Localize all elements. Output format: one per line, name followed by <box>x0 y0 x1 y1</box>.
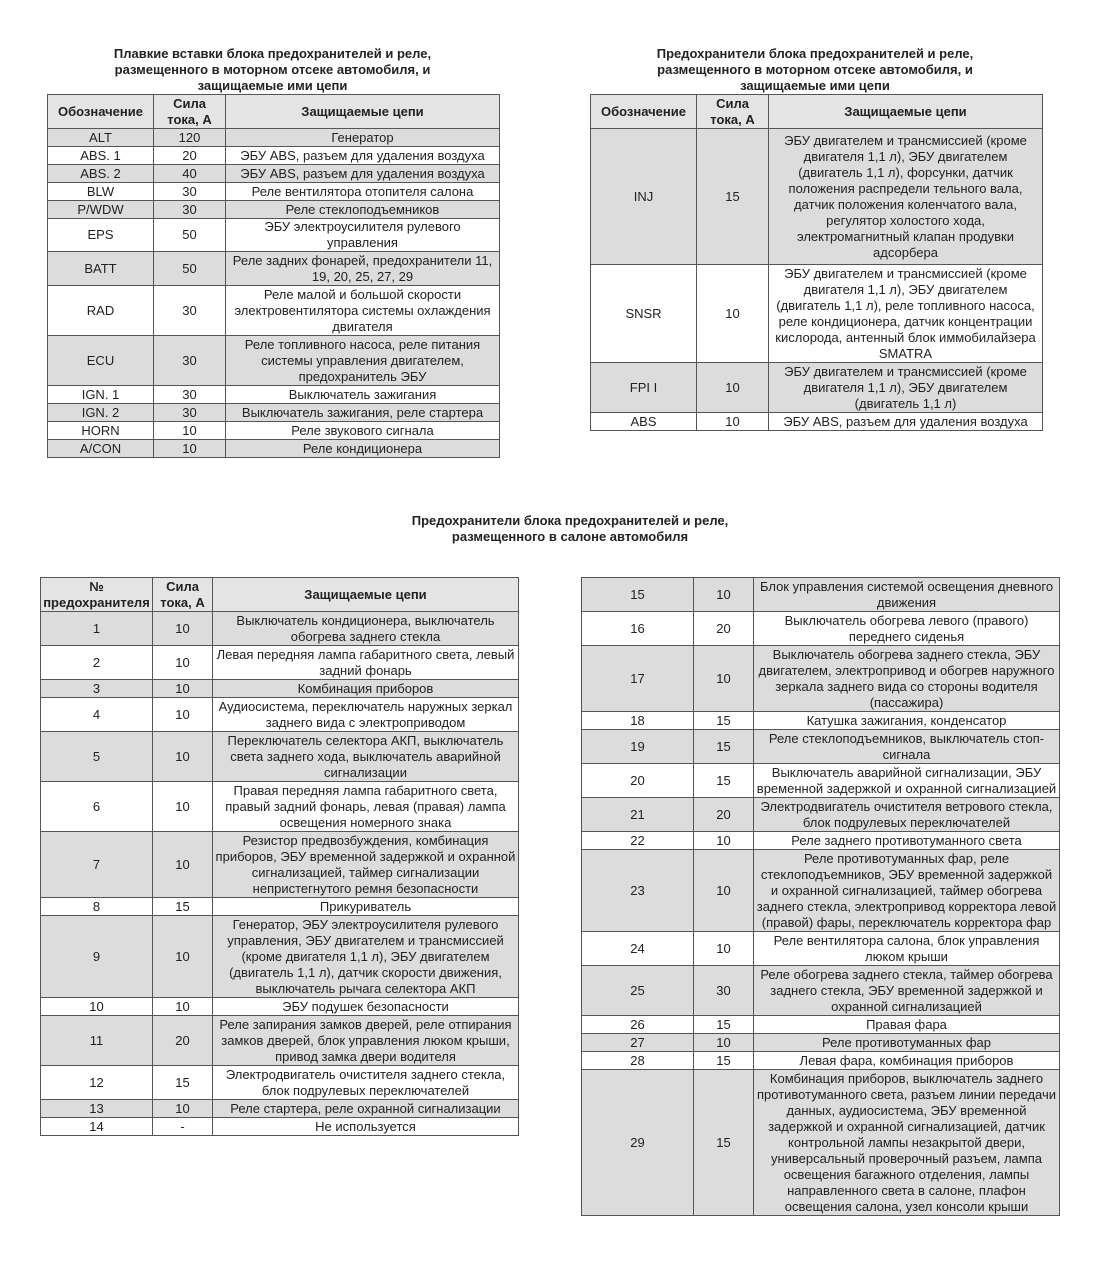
table-row <box>48 129 500 147</box>
cell-designation: 1 <box>41 612 153 646</box>
table-row <box>41 1100 519 1118</box>
table3-title: Предохранители блока предохранителей и реле, размещенного в салоне автомобиля <box>411 513 729 544</box>
cell-circuits: ЭБУ двигателем и трансмиссией (кроме двигателя 1,1 л), ЭБУ двигателем (двигатель 1,1 л), реле топливного насоса, реле кондиционера, датчик концентрации кислорода, антенный блок иммобилайзера SMATRA <box>769 265 1043 363</box>
cell-circuits: Комбинация приборов <box>213 680 519 698</box>
cell-current: 10 <box>153 998 213 1016</box>
cell-circuits: Левая передняя лампа габаритного света, левый задний фонарь <box>213 646 519 680</box>
cell-current: 10 <box>153 916 213 998</box>
header-current: Сила тока, А <box>697 95 769 129</box>
cell-designation: 15 <box>582 578 694 612</box>
cell-current: 20 <box>154 147 226 165</box>
table-row <box>582 932 1060 966</box>
cell-current: 10 <box>153 782 213 832</box>
cell-circuits: ЭБУ двигателем и трансмиссией (кроме двигателя 1,1 л), ЭБУ двигателем (двигатель 1,1 л) <box>769 363 1043 413</box>
cell-current: 10 <box>153 698 213 732</box>
table-row <box>48 422 500 440</box>
table-row <box>591 265 1043 363</box>
cell-current: 30 <box>154 404 226 422</box>
cell-circuits: Генератор <box>226 129 500 147</box>
table-row <box>591 413 1043 431</box>
cell-current: 15 <box>153 1066 213 1100</box>
table-row <box>41 1066 519 1100</box>
cell-current: 10 <box>153 612 213 646</box>
cell-current: 30 <box>154 336 226 386</box>
header-current: Сила тока, А <box>154 95 226 129</box>
cell-circuits: ЭБУ ABS, разъем для удаления воздуха <box>226 165 500 183</box>
cell-designation: EPS <box>48 219 154 252</box>
cell-circuits: Реле вентилятора отопителя салона <box>226 183 500 201</box>
table-row <box>48 386 500 404</box>
cell-circuits: Комбинация приборов, выключатель заднего противотуманного света, разъем линии передачи данных, аудиосистема, ЭБУ временной задержкой и охранной сигнализацией, датчик контрольной лампы незакрытой двери, универсальный проверочный разъем, лампа освещения багажного отделения, лампы направленного света в салоне, плафон освещения салона, узел консоли крыши <box>754 1070 1060 1216</box>
cell-designation: ECU <box>48 336 154 386</box>
table-row <box>48 440 500 458</box>
cell-circuits: Электродвигатель очистителя заднего стекла, блок подрулевых переключателей <box>213 1066 519 1100</box>
engine-fuses-table <box>590 94 1043 431</box>
table-row <box>48 286 500 336</box>
cell-designation: 24 <box>582 932 694 966</box>
table-row <box>591 363 1043 413</box>
table-row <box>582 612 1060 646</box>
cell-designation: 4 <box>41 698 153 732</box>
table-row <box>48 165 500 183</box>
cell-current: 20 <box>694 798 754 832</box>
cell-designation: ALT <box>48 129 154 147</box>
cell-circuits: Блок управления системой освещения дневного движения <box>754 578 1060 612</box>
cell-current: 10 <box>153 680 213 698</box>
cell-circuits: Выключатель аварийной сигнализации, ЭБУ временной задержкой и охранной сигнализацией <box>754 764 1060 798</box>
cell-circuits: Выключатель обогрева заднего стекла, ЭБУ двигателем, электропривод и обогрев наружного зеркала заднего вида со стороны водителя (пассажира) <box>754 646 1060 712</box>
cell-current: 10 <box>694 850 754 932</box>
cell-circuits: Реле стеклоподъемников <box>226 201 500 219</box>
cell-current: 15 <box>694 1016 754 1034</box>
cell-designation: 2 <box>41 646 153 680</box>
cell-designation: 23 <box>582 850 694 932</box>
cell-designation: SNSR <box>591 265 697 363</box>
cell-current: 30 <box>154 201 226 219</box>
cabin-fuses-table-continued <box>581 577 1060 1216</box>
cell-designation: ABS <box>591 413 697 431</box>
cell-designation: ABS. 1 <box>48 147 154 165</box>
table1-title: Плавкие вставки блока предохранителей и реле, размещенного в моторном отсеке автомобиля, и защищаемые ими цепи <box>113 46 432 93</box>
table-row <box>582 1052 1060 1070</box>
table-row <box>582 798 1060 832</box>
header-circuits: Защищаемые цепи <box>213 578 519 612</box>
cell-designation: 5 <box>41 732 153 782</box>
cell-designation: 18 <box>582 712 694 730</box>
cell-designation: 19 <box>582 730 694 764</box>
cell-designation: 10 <box>41 998 153 1016</box>
table-row <box>582 764 1060 798</box>
cell-circuits: Реле противотуманных фар, реле стеклоподъемников, ЭБУ временной задержкой и охранной сигнализацией, таймер обогрева заднего стекла, электропривод корректора левой (правой) фары, переключатель корректора фар <box>754 850 1060 932</box>
cell-current: 10 <box>153 832 213 898</box>
cell-current: 30 <box>154 286 226 336</box>
cell-designation: A/CON <box>48 440 154 458</box>
cell-current: 40 <box>154 165 226 183</box>
table-row <box>41 698 519 732</box>
table-row <box>41 832 519 898</box>
cell-circuits: Электродвигатель очистителя ветрового стекла, блок подрулевых переключателей <box>754 798 1060 832</box>
table-row <box>582 966 1060 1016</box>
cell-designation: HORN <box>48 422 154 440</box>
cell-current: 10 <box>694 1034 754 1052</box>
cell-circuits: ЭБУ ABS, разъем для удаления воздуха <box>769 413 1043 431</box>
cell-designation: 22 <box>582 832 694 850</box>
cell-designation: BATT <box>48 252 154 286</box>
cell-circuits: Реле заднего противотуманного света <box>754 832 1060 850</box>
cell-designation: 21 <box>582 798 694 832</box>
cell-current: 50 <box>154 219 226 252</box>
table-row <box>41 612 519 646</box>
cell-designation: INJ <box>591 129 697 265</box>
cell-current: 15 <box>694 1070 754 1216</box>
table-row <box>582 1034 1060 1052</box>
header-designation: Обозначение <box>48 95 154 129</box>
cell-designation: IGN. 1 <box>48 386 154 404</box>
cell-current: 15 <box>694 1052 754 1070</box>
cell-designation: 26 <box>582 1016 694 1034</box>
cell-designation: 6 <box>41 782 153 832</box>
cell-circuits: Генератор, ЭБУ электроусилителя рулевого управления, ЭБУ двигателем и трансмиссией (кроме двигателя 1,1 л), ЭБУ двигателем (двигатель 1,1 л), датчик скорости движения, выключатель рычага селектора АКП <box>213 916 519 998</box>
cell-circuits: Катушка зажигания, конденсатор <box>754 712 1060 730</box>
cell-current: 10 <box>153 732 213 782</box>
cell-circuits: Прикуриватель <box>213 898 519 916</box>
cell-current: 10 <box>694 932 754 966</box>
cell-current: 10 <box>697 363 769 413</box>
cell-current: 10 <box>694 578 754 612</box>
header-circuits: Защищаемые цепи <box>226 95 500 129</box>
cell-designation: 12 <box>41 1066 153 1100</box>
table-row <box>582 832 1060 850</box>
table-row <box>41 1016 519 1066</box>
header-designation: Обозначение <box>591 95 697 129</box>
header-fuse-number: № предохранителя <box>41 578 153 612</box>
cell-current: 10 <box>694 832 754 850</box>
cell-circuits: Реле запирания замков дверей, реле отпирания замков дверей, блок управления люком крыши, привод замка двери водителя <box>213 1016 519 1066</box>
cell-designation: 9 <box>41 916 153 998</box>
cell-current: 10 <box>154 440 226 458</box>
cell-current: 30 <box>694 966 754 1016</box>
cell-current: 120 <box>154 129 226 147</box>
cell-circuits: Реле топливного насоса, реле питания системы управления двигателем, предохранитель ЭБУ <box>226 336 500 386</box>
cell-current: 15 <box>694 730 754 764</box>
cell-circuits: Резистор предвозбуждения, комбинация приборов, ЭБУ временной задержкой и охранной сигнализацией, таймер сигнализации непристегнутого ремня безопасности <box>213 832 519 898</box>
cell-circuits: Правая передняя лампа габаритного света, правый задний фонарь, левая (правая) лампа освещения номерного знака <box>213 782 519 832</box>
cabin-fuses-table <box>40 577 519 1136</box>
cell-circuits: Реле стартера, реле охранной сигнализации <box>213 1100 519 1118</box>
table-row <box>48 219 500 252</box>
cell-current: 30 <box>154 183 226 201</box>
cell-designation: FPI I <box>591 363 697 413</box>
cell-current: 10 <box>697 265 769 363</box>
cell-circuits: Реле звукового сигнала <box>226 422 500 440</box>
cell-designation: 20 <box>582 764 694 798</box>
cell-designation: 29 <box>582 1070 694 1216</box>
cell-current: 10 <box>153 646 213 680</box>
cell-circuits: Реле малой и большой скорости электровентилятора системы охлаждения двигателя <box>226 286 500 336</box>
cell-designation: BLW <box>48 183 154 201</box>
cell-circuits: Не используется <box>213 1118 519 1136</box>
header-current: Сила тока, А <box>153 578 213 612</box>
cell-designation: ABS. 2 <box>48 165 154 183</box>
cell-designation: 28 <box>582 1052 694 1070</box>
cell-circuits: Выключатель зажигания, реле стартера <box>226 404 500 422</box>
cell-designation: RAD <box>48 286 154 336</box>
table-row <box>48 147 500 165</box>
table-row <box>591 129 1043 265</box>
cell-designation: 7 <box>41 832 153 898</box>
table-row <box>41 916 519 998</box>
cell-designation: 3 <box>41 680 153 698</box>
cell-circuits: Реле противотуманных фар <box>754 1034 1060 1052</box>
table-row <box>41 998 519 1016</box>
table-row <box>41 1118 519 1136</box>
table-row <box>582 730 1060 764</box>
cell-circuits: Левая фара, комбинация приборов <box>754 1052 1060 1070</box>
table-row <box>582 1070 1060 1216</box>
cell-circuits: ЭБУ двигателем и трансмиссией (кроме двигателя 1,1 л), ЭБУ двигателем (двигатель 1,1 л), форсунки, датчик положения распредели тельного вала, датчик положения коленчатого вала, регулятор холостого хода, электромагнитный клапан продувки адсорбера <box>769 129 1043 265</box>
table-row <box>41 646 519 680</box>
table-row <box>41 782 519 832</box>
table-row <box>41 680 519 698</box>
cell-designation: 13 <box>41 1100 153 1118</box>
table-row <box>582 712 1060 730</box>
cell-current: 15 <box>694 712 754 730</box>
table-row <box>48 201 500 219</box>
cell-circuits: Аудиосистема, переключатель наружных зеркал заднего вида с электроприводом <box>213 698 519 732</box>
cell-current: 15 <box>694 764 754 798</box>
table-row <box>582 1016 1060 1034</box>
cell-circuits: Переключатель селектора АКП, выключатель света заднего хода, выключатель аварийной сигнализации <box>213 732 519 782</box>
engine-fuse-links-table <box>47 94 500 458</box>
table-row <box>41 898 519 916</box>
cell-current: 20 <box>694 612 754 646</box>
table2-title: Предохранители блока предохранителей и реле, размещенного в моторном отсеке автомобиля, и защищаемые ими цепи <box>656 46 974 93</box>
cell-designation: 11 <box>41 1016 153 1066</box>
table-row <box>582 646 1060 712</box>
cell-designation: 25 <box>582 966 694 1016</box>
table-row <box>582 578 1060 612</box>
cell-circuits: Выключатель обогрева левого (правого) переднего сиденья <box>754 612 1060 646</box>
cell-current: 10 <box>153 1100 213 1118</box>
cell-circuits: Реле обогрева заднего стекла, таймер обогрева заднего стекла, ЭБУ временной задержкой и охранной сигнализацией <box>754 966 1060 1016</box>
table-row <box>48 336 500 386</box>
cell-circuits: Выключатель зажигания <box>226 386 500 404</box>
cell-current: 10 <box>154 422 226 440</box>
cell-current: 20 <box>153 1016 213 1066</box>
cell-current: 30 <box>154 386 226 404</box>
cell-circuits: ЭБУ подушек безопасности <box>213 998 519 1016</box>
cell-current: 15 <box>153 898 213 916</box>
cell-designation: IGN. 2 <box>48 404 154 422</box>
table-row <box>48 183 500 201</box>
table-row <box>41 732 519 782</box>
cell-current: 10 <box>694 646 754 712</box>
cell-circuits: ЭБУ электроусилителя рулевого управления <box>226 219 500 252</box>
cell-designation: 16 <box>582 612 694 646</box>
table-row <box>582 850 1060 932</box>
table-row <box>48 252 500 286</box>
cell-current: - <box>153 1118 213 1136</box>
cell-circuits: Правая фара <box>754 1016 1060 1034</box>
cell-current: 15 <box>697 129 769 265</box>
table-row <box>48 404 500 422</box>
cell-circuits: Реле стеклоподъемников, выключатель стоп-сигнала <box>754 730 1060 764</box>
cell-circuits: ЭБУ ABS, разъем для удаления воздуха <box>226 147 500 165</box>
cell-designation: 17 <box>582 646 694 712</box>
header-circuits: Защищаемые цепи <box>769 95 1043 129</box>
cell-circuits: Выключатель кондиционера, выключатель обогрева заднего стекла <box>213 612 519 646</box>
cell-current: 10 <box>697 413 769 431</box>
cell-designation: P/WDW <box>48 201 154 219</box>
cell-current: 50 <box>154 252 226 286</box>
cell-circuits: Реле кондиционера <box>226 440 500 458</box>
cell-designation: 27 <box>582 1034 694 1052</box>
cell-designation: 14 <box>41 1118 153 1136</box>
cell-circuits: Реле вентилятора салона, блок управления люком крыши <box>754 932 1060 966</box>
cell-circuits: Реле задних фонарей, предохранители 11, 19, 20, 25, 27, 29 <box>226 252 500 286</box>
cell-designation: 8 <box>41 898 153 916</box>
